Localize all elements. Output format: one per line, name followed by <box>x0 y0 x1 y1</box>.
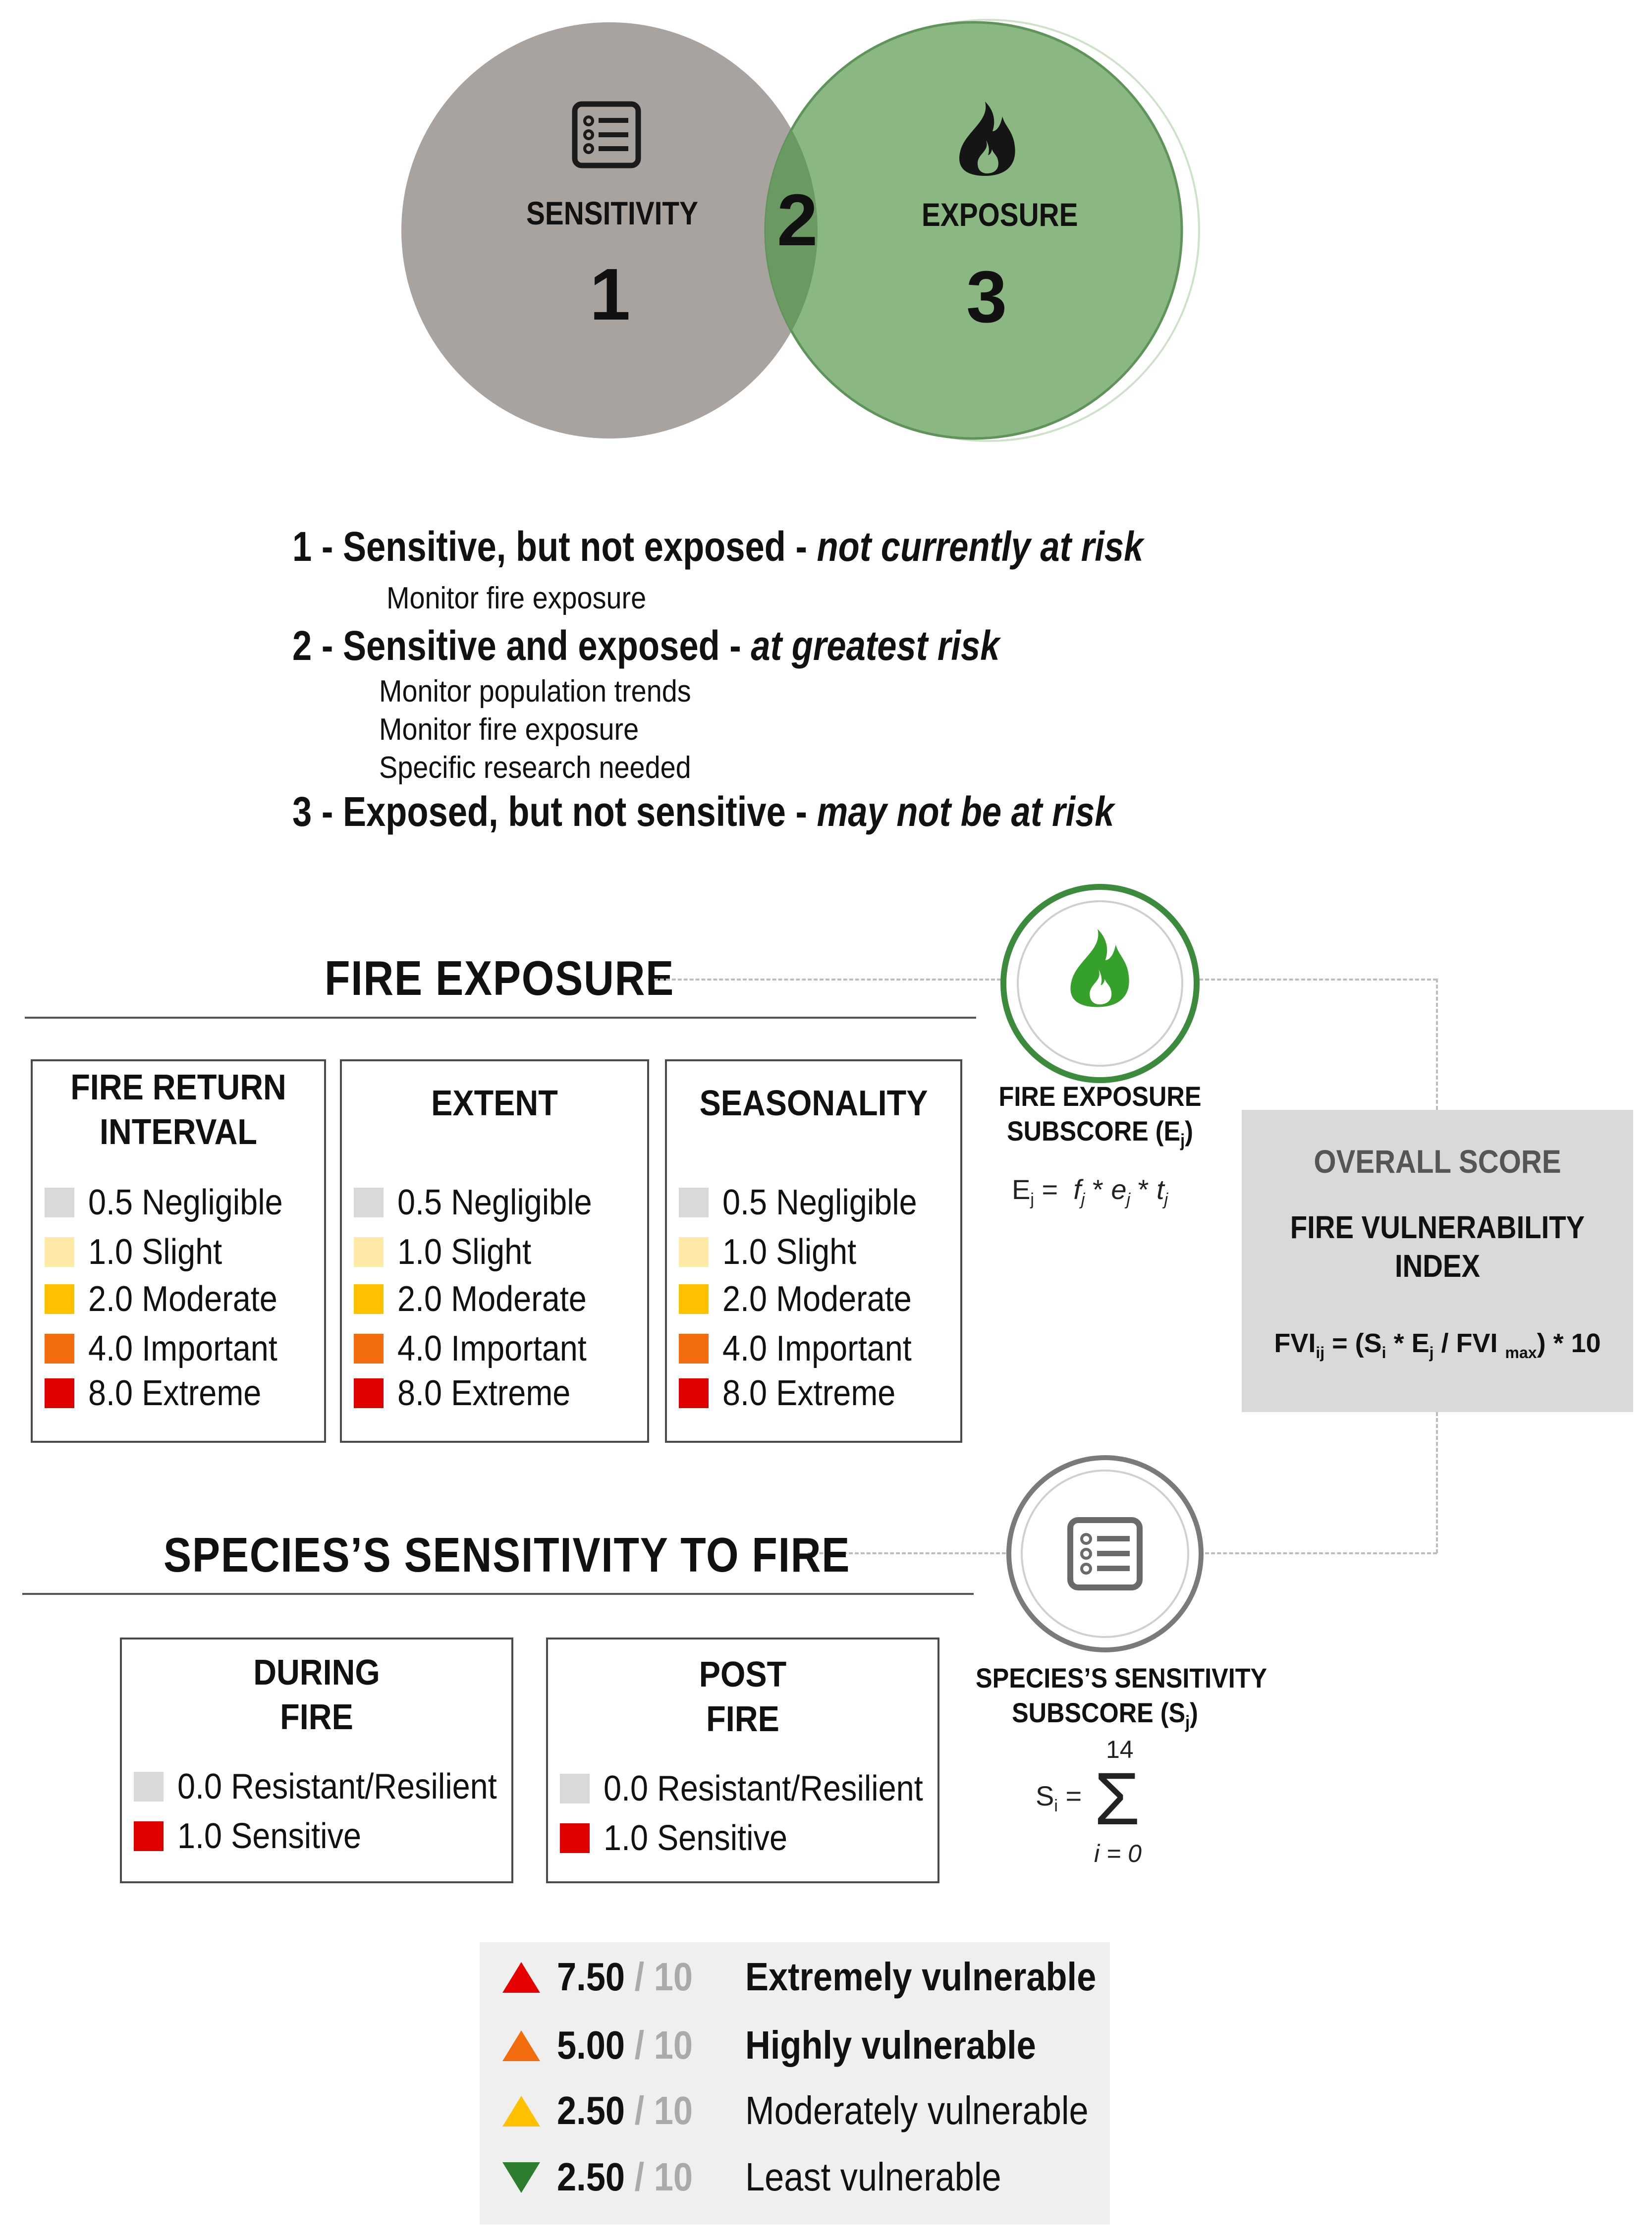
factor-title: POST <box>699 1655 787 1694</box>
flame-icon <box>1070 929 1129 1007</box>
fire-exposure-subscore-label: FIRE EXPOSURE SUBSCORE $(E_j)$ <box>998 1081 1202 1151</box>
fire-exposure-rule <box>25 1017 976 1019</box>
factor-title: FIRE <box>706 1699 779 1739</box>
sensitivity-formula: $S_i$ = <box>1036 1780 1082 1816</box>
triangle-down-icon <box>502 2162 540 2193</box>
overlap-number: 2 <box>777 179 818 261</box>
level-row: 8.0 Extreme <box>679 1371 915 1416</box>
level-swatch <box>354 1378 384 1408</box>
factor-title: EXTENT <box>431 1084 558 1123</box>
sensitivity-subscore-label: SPECIES’S SENSITIVITY SUBSCORE $(S_j)$ <box>976 1662 1267 1733</box>
level-row: 0.0 Resistant/Resilient <box>134 1764 532 1809</box>
fire-exposure-title: FIRE EXPOSURE <box>325 951 675 1005</box>
legend-action: Monitor fire exposure <box>386 581 647 615</box>
level-row: 1.0 Sensitive <box>560 1816 808 1860</box>
fire-exposure-formula: $E_j = f_j * e_j * t_j$ <box>1012 1174 1168 1209</box>
connector <box>1199 979 1437 981</box>
overall-score-panel <box>1242 1110 1633 1412</box>
level-swatch <box>45 1334 74 1364</box>
fvi-title: INDEX <box>1394 1248 1481 1284</box>
level-swatch <box>45 1237 74 1267</box>
factor-box-seasonality <box>665 1059 962 1443</box>
level-swatch <box>679 1284 709 1314</box>
legend-item-3: 3 - Exposed, but not sensitive - may not be at risk <box>292 788 1114 835</box>
legend-item-1: 1 - Sensitive, but not exposed - not currently at risk <box>292 523 1144 570</box>
factor-title: FIRE RETURN <box>70 1068 286 1107</box>
triangle-up-icon <box>502 2030 540 2061</box>
vulnerability-scale: 7.50 / 10 Extremely vulnerable 5.00 / 10 Highly vulnerable 2.50 / 10 Moderately vulnerable 2.50 / 10 Least vulnerable <box>480 1942 1110 2225</box>
level-swatch <box>354 1284 384 1314</box>
sensitivity-number: 1 <box>590 254 631 335</box>
level-swatch <box>354 1334 384 1364</box>
level-swatch <box>45 1284 74 1314</box>
legend-action: Monitor fire exposure <box>379 712 639 747</box>
level-row: 1.0 Slight <box>354 1230 546 1274</box>
overall-score-title: OVERALL SCORE <box>1314 1143 1561 1180</box>
connector <box>654 979 1001 981</box>
level-row: 4.0 Important <box>45 1326 298 1371</box>
connector <box>1436 979 1438 1110</box>
connector <box>1436 1412 1438 1553</box>
level-row: 0.5 Negligible <box>679 1180 938 1225</box>
level-swatch <box>679 1334 709 1364</box>
level-swatch <box>134 1772 164 1802</box>
sum-lower-limit: i = 0 <box>1094 1840 1142 1867</box>
level-swatch <box>679 1378 709 1408</box>
level-row: 1.0 Sensitive <box>134 1814 382 1858</box>
exposure-number: 3 <box>966 256 1007 338</box>
level-swatch <box>134 1821 164 1851</box>
sensitivity-title: SPECIES’S SENSITIVITY TO FIRE <box>164 1528 851 1582</box>
legend-item-2: 2 - Sensitive and exposed - at greatest risk <box>292 622 1000 669</box>
factor-title: INTERVAL <box>99 1112 258 1152</box>
factor-title: SEASONALITY <box>699 1084 928 1123</box>
factor-title: DURING <box>253 1653 380 1693</box>
sensitivity-label: SENSITIVITY <box>526 195 698 231</box>
level-row: 0.0 Resistant/Resilient <box>560 1766 958 1811</box>
sensitivity-rule <box>22 1593 974 1595</box>
connector <box>1199 1552 1437 1554</box>
level-row: 0.5 Negligible <box>45 1180 304 1225</box>
level-row: 2.0 Moderate <box>679 1277 933 1321</box>
level-swatch <box>560 1774 590 1803</box>
level-swatch <box>560 1823 590 1853</box>
level-row: 1.0 Slight <box>45 1230 237 1274</box>
level-swatch <box>45 1378 74 1408</box>
level-row: 8.0 Extreme <box>354 1371 590 1416</box>
level-row: 4.0 Important <box>679 1326 933 1371</box>
level-swatch <box>679 1188 709 1217</box>
sensitivity-badge <box>1001 1452 1209 1660</box>
level-swatch <box>45 1188 74 1217</box>
fvi-title: FIRE VULNERABILITY <box>1290 1209 1585 1245</box>
venn-diagram <box>0 0 1652 476</box>
level-swatch <box>679 1237 709 1267</box>
level-swatch <box>354 1237 384 1267</box>
sigma-symbol: Σ <box>1094 1757 1140 1840</box>
level-row: 4.0 Important <box>354 1326 607 1371</box>
exposure-label: EXPOSURE <box>922 196 1078 233</box>
factor-box-fire-return-interval <box>31 1059 326 1443</box>
level-row: 8.0 Extreme <box>45 1371 280 1416</box>
fire-exposure-badge <box>996 879 1204 1088</box>
level-row: 1.0 Slight <box>679 1230 871 1274</box>
triangle-up-icon <box>502 2096 540 2127</box>
legend-action: Specific research needed <box>379 751 691 785</box>
factor-box-extent <box>340 1059 649 1443</box>
factor-box-during-fire <box>120 1638 513 1883</box>
level-row: 2.0 Moderate <box>354 1277 607 1321</box>
sum-upper-limit: 14 <box>1106 1736 1134 1763</box>
checklist-icon <box>1070 1520 1140 1587</box>
level-swatch <box>354 1188 384 1217</box>
level-row: 0.5 Negligible <box>354 1180 613 1225</box>
factor-title: FIRE <box>280 1697 353 1737</box>
level-row: 2.0 Moderate <box>45 1277 298 1321</box>
triangle-up-icon <box>502 1962 540 1993</box>
factor-box-post-fire <box>546 1638 939 1883</box>
legend-action: Monitor population trends <box>379 674 691 709</box>
fvi-formula: $FVI_{ij} = (S_i * E_j$ / FVI $_{max}$) * 10 <box>1274 1328 1601 1362</box>
